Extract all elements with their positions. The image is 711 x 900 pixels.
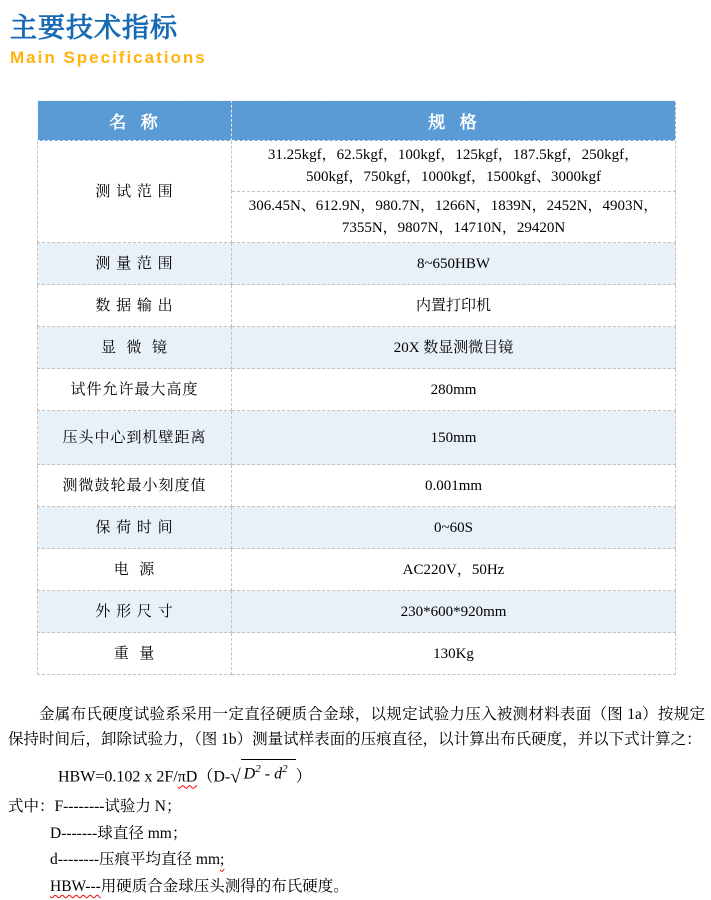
table-row [38,285,676,327]
column-header-name: 名 称 [38,101,232,141]
legend-intro: 式中： [8,798,55,816]
spec-cell: 280mm [232,369,676,411]
radicand-var-d: d [274,765,283,783]
description-paragraph: 金属布氏硬度试验系采用一定直径硬质合金球，以规定试验力压入被测材料表面（图 1a）按规定保持时间后，卸除试验力，（图 1b）测量试样表面的压痕直径，以计算出布氏硬度，并以下式计算之： [8,706,705,748]
spec-cell: 306.45N、612.9N，980.7N，1266N，1839N，2452N，4903N，7355N，9807N，14710N，29420N [232,192,676,243]
name-cell: 重 量 [38,633,232,675]
spec-cell: 8~650HBW [232,243,676,285]
table-row [38,243,676,285]
page-title: 主要技术指标 [10,13,178,43]
spec-cell: 内置打印机 [232,285,676,327]
table-row [38,411,676,465]
name-cell: 电 源 [38,549,232,591]
spec-cell: 0.001mm [232,465,676,507]
spec-table [37,100,676,675]
table-row [38,549,676,591]
legend-line-D: D-------球直径 mm； [50,824,188,842]
formula-legend [8,794,711,900]
table-row [38,327,676,369]
spec-cell: AC220V，50Hz [232,549,676,591]
spec-cell: 150mm [232,411,676,465]
legend-hbw-head: HBW--- [50,877,101,895]
table-row [38,507,676,549]
name-cell: 试件允许最大高度 [38,369,232,411]
name-cell: 测 量 范 围 [38,243,232,285]
name-cell: 保 荷 时 间 [38,507,232,549]
spec-cell: 31.25kgf，62.5kgf，100kgf，125kgf，187.5kgf，250kgf，500kgf，750kgf，1000kgf，1500kgf、3000kgf [232,141,676,192]
radicand-minus: - [260,765,275,783]
legend-line-d: d--------压痕平均直径 mm; [50,851,225,869]
table-row [38,591,676,633]
legend-line-d-tail: ; [220,851,225,869]
spec-cell: 130Kg [232,633,676,675]
brinell-formula [58,762,711,792]
column-header-spec: 规 格 [232,101,676,141]
radicand-var-D: D [243,765,256,783]
spec-cell: 20X 数显测微目镜 [232,327,676,369]
formula-close-paren: ） [295,768,312,786]
legend-line-HBW: HBW---用硬质合金球压头测得的布氏硬度。 [50,877,349,895]
table-row [38,465,676,507]
spec-cell: 230*600*920mm [232,591,676,633]
table-row [38,369,676,411]
name-cell: 外 形 尺 寸 [38,591,232,633]
table-header-row [38,101,676,141]
square-root-sign: √ [230,766,241,788]
legend-line-F: 式中：F--------试验力 N； [8,798,182,816]
name-cell: 显 微 镜 [38,327,232,369]
radicand [241,759,296,783]
table-row [38,633,676,675]
radicand-exp-1: 2 [255,763,261,775]
name-cell: 测 试 范 围 [38,141,232,243]
name-cell: 压头中心到机壁距离 [38,411,232,465]
name-cell: 测微鼓轮最小刻度值 [38,465,232,507]
name-cell: 数 据 输 出 [38,285,232,327]
spec-cell: 0~60S [232,507,676,549]
formula-pi-d-term: πD [177,768,198,786]
formula-open-paren: （D- [197,768,231,786]
table-row [38,141,676,192]
formula-lhs: HBW=0.102 x 2F/ [58,768,178,786]
radicand-exp-2: 2 [282,763,288,775]
page-subtitle: Main Specifications [10,48,207,67]
